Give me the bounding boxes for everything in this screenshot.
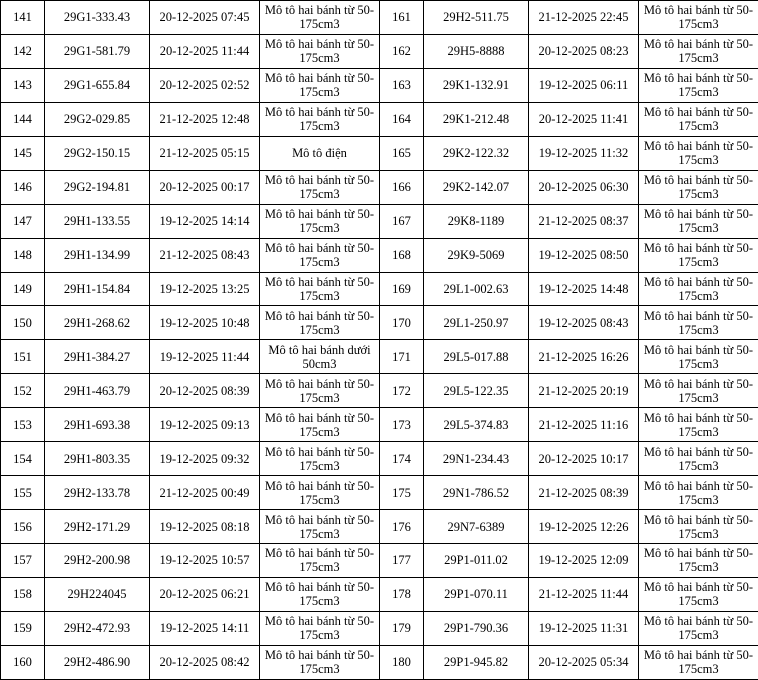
violation-datetime: 19-12-2025 09:32 <box>150 442 260 476</box>
violation-datetime: 19-12-2025 09:13 <box>150 408 260 442</box>
table-row <box>1 408 758 442</box>
plate-number: 29H1-133.55 <box>45 204 150 238</box>
row-index: 169 <box>380 272 424 306</box>
violation-datetime: 21-12-2025 22:45 <box>529 1 639 35</box>
violation-datetime: 19-12-2025 10:48 <box>150 306 260 340</box>
row-index: 171 <box>380 340 424 374</box>
plate-number: 29P1-070.11 <box>424 577 529 611</box>
vehicle-type: Mô tô hai bánh từ 50-175cm3 <box>260 577 380 611</box>
violation-datetime: 19-12-2025 10:57 <box>150 544 260 578</box>
violation-datetime: 21-12-2025 12:48 <box>150 102 260 136</box>
plate-number: 29L5-374.83 <box>424 408 529 442</box>
vehicle-type: Mô tô hai bánh từ 50-175cm3 <box>260 204 380 238</box>
row-index: 172 <box>380 374 424 408</box>
violation-datetime: 19-12-2025 06:11 <box>529 68 639 102</box>
violation-datetime: 20-12-2025 05:34 <box>529 645 639 679</box>
table-row <box>1 544 758 578</box>
table-row <box>1 340 758 374</box>
plate-number: 29P1-011.02 <box>424 544 529 578</box>
vehicle-type: Mô tô hai bánh từ 50-175cm3 <box>260 1 380 35</box>
violation-datetime: 20-12-2025 02:52 <box>150 68 260 102</box>
row-index: 166 <box>380 170 424 204</box>
vehicle-type: Mô tô hai bánh từ 50-175cm3 <box>639 1 758 35</box>
row-index: 151 <box>1 340 45 374</box>
vehicle-type: Mô tô hai bánh từ 50-175cm3 <box>639 577 758 611</box>
plate-number: 29L1-002.63 <box>424 272 529 306</box>
row-index: 177 <box>380 544 424 578</box>
row-index: 148 <box>1 238 45 272</box>
vehicle-type: Mô tô hai bánh từ 50-175cm3 <box>260 544 380 578</box>
table-row <box>1 577 758 611</box>
row-index: 167 <box>380 204 424 238</box>
plate-number: 29N1-786.52 <box>424 476 529 510</box>
row-index: 180 <box>380 645 424 679</box>
table-row <box>1 272 758 306</box>
plate-number: 29H2-486.90 <box>45 645 150 679</box>
violation-datetime: 21-12-2025 05:15 <box>150 136 260 170</box>
plate-number: 29H1-134.99 <box>45 238 150 272</box>
violation-datetime: 19-12-2025 11:44 <box>150 340 260 374</box>
vehicle-type: Mô tô điện <box>260 136 380 170</box>
vehicle-type: Mô tô hai bánh từ 50-175cm3 <box>639 68 758 102</box>
row-index: 159 <box>1 611 45 645</box>
violation-datetime: 20-12-2025 00:17 <box>150 170 260 204</box>
violation-datetime: 19-12-2025 12:26 <box>529 510 639 544</box>
vehicle-type: Mô tô hai bánh từ 50-175cm3 <box>639 408 758 442</box>
row-index: 164 <box>380 102 424 136</box>
table-row <box>1 170 758 204</box>
plate-number: 29H2-472.93 <box>45 611 150 645</box>
plate-number: 29H2-171.29 <box>45 510 150 544</box>
plate-number: 29H5-8888 <box>424 34 529 68</box>
vehicle-type: Mô tô hai bánh từ 50-175cm3 <box>260 476 380 510</box>
violation-datetime: 20-12-2025 07:45 <box>150 1 260 35</box>
vehicle-type: Mô tô hai bánh từ 50-175cm3 <box>260 611 380 645</box>
violation-datetime: 20-12-2025 06:30 <box>529 170 639 204</box>
table-row <box>1 238 758 272</box>
table-row <box>1 611 758 645</box>
row-index: 145 <box>1 136 45 170</box>
violation-datetime: 19-12-2025 08:43 <box>529 306 639 340</box>
violation-datetime: 21-12-2025 11:44 <box>529 577 639 611</box>
vehicle-type: Mô tô hai bánh từ 50-175cm3 <box>639 645 758 679</box>
vehicle-type: Mô tô hai bánh từ 50-175cm3 <box>639 238 758 272</box>
row-index: 146 <box>1 170 45 204</box>
violation-datetime: 21-12-2025 11:16 <box>529 408 639 442</box>
plate-number: 29H1-154.84 <box>45 272 150 306</box>
plate-number: 29H224045 <box>45 577 150 611</box>
row-index: 143 <box>1 68 45 102</box>
plate-number: 29G2-194.81 <box>45 170 150 204</box>
plate-number: 29G1-333.43 <box>45 1 150 35</box>
table-row <box>1 34 758 68</box>
plate-number: 29P1-945.82 <box>424 645 529 679</box>
plate-number: 29H1-268.62 <box>45 306 150 340</box>
vehicle-type: Mô tô hai bánh từ 50-175cm3 <box>639 476 758 510</box>
plate-number: 29H1-384.27 <box>45 340 150 374</box>
plate-number: 29P1-790.36 <box>424 611 529 645</box>
row-index: 176 <box>380 510 424 544</box>
plate-number: 29K9-5069 <box>424 238 529 272</box>
row-index: 154 <box>1 442 45 476</box>
vehicle-type: Mô tô hai bánh từ 50-175cm3 <box>260 510 380 544</box>
row-index: 144 <box>1 102 45 136</box>
table-row <box>1 68 758 102</box>
table-row <box>1 645 758 679</box>
table-row <box>1 306 758 340</box>
row-index: 161 <box>380 1 424 35</box>
row-index: 152 <box>1 374 45 408</box>
table-body <box>1 1 758 680</box>
plate-number: 29N7-6389 <box>424 510 529 544</box>
table-row <box>1 510 758 544</box>
row-index: 153 <box>1 408 45 442</box>
violation-datetime: 20-12-2025 06:21 <box>150 577 260 611</box>
violation-datetime: 19-12-2025 11:31 <box>529 611 639 645</box>
plate-number: 29H1-693.38 <box>45 408 150 442</box>
violation-datetime: 20-12-2025 08:39 <box>150 374 260 408</box>
violation-datetime: 21-12-2025 16:26 <box>529 340 639 374</box>
violation-datetime: 20-12-2025 08:23 <box>529 34 639 68</box>
vehicle-type: Mô tô hai bánh từ 50-175cm3 <box>639 340 758 374</box>
plate-number: 29N1-234.43 <box>424 442 529 476</box>
vehicle-type: Mô tô hai bánh dưới 50cm3 <box>260 340 380 374</box>
row-index: 142 <box>1 34 45 68</box>
vehicle-type: Mô tô hai bánh từ 50-175cm3 <box>639 544 758 578</box>
plate-number: 29G2-150.15 <box>45 136 150 170</box>
table-row <box>1 1 758 35</box>
vehicle-type: Mô tô hai bánh từ 50-175cm3 <box>260 68 380 102</box>
plate-number: 29L5-017.88 <box>424 340 529 374</box>
plate-number: 29H1-803.35 <box>45 442 150 476</box>
violation-datetime: 20-12-2025 11:44 <box>150 34 260 68</box>
row-index: 147 <box>1 204 45 238</box>
row-index: 158 <box>1 577 45 611</box>
vehicle-type: Mô tô hai bánh từ 50-175cm3 <box>260 374 380 408</box>
row-index: 178 <box>380 577 424 611</box>
plate-number: 29H2-133.78 <box>45 476 150 510</box>
vehicle-type: Mô tô hai bánh từ 50-175cm3 <box>260 170 380 204</box>
plate-number: 29H2-511.75 <box>424 1 529 35</box>
vehicle-type: Mô tô hai bánh từ 50-175cm3 <box>639 442 758 476</box>
violation-datetime: 19-12-2025 08:18 <box>150 510 260 544</box>
vehicle-type: Mô tô hai bánh từ 50-175cm3 <box>260 34 380 68</box>
vehicle-type: Mô tô hai bánh từ 50-175cm3 <box>260 238 380 272</box>
plate-number: 29L5-122.35 <box>424 374 529 408</box>
plate-number: 29K1-212.48 <box>424 102 529 136</box>
plate-number: 29K2-142.07 <box>424 170 529 204</box>
violation-datetime: 20-12-2025 08:42 <box>150 645 260 679</box>
violation-datetime: 21-12-2025 08:37 <box>529 204 639 238</box>
vehicle-type: Mô tô hai bánh từ 50-175cm3 <box>260 102 380 136</box>
plate-number: 29H1-463.79 <box>45 374 150 408</box>
vehicle-type: Mô tô hai bánh từ 50-175cm3 <box>639 611 758 645</box>
row-index: 157 <box>1 544 45 578</box>
vehicle-type: Mô tô hai bánh từ 50-175cm3 <box>260 442 380 476</box>
row-index: 149 <box>1 272 45 306</box>
table-row <box>1 102 758 136</box>
row-index: 170 <box>380 306 424 340</box>
violation-datetime: 19-12-2025 11:32 <box>529 136 639 170</box>
violation-datetime: 19-12-2025 14:48 <box>529 272 639 306</box>
row-index: 173 <box>380 408 424 442</box>
violation-datetime: 19-12-2025 13:25 <box>150 272 260 306</box>
row-index: 175 <box>380 476 424 510</box>
vehicle-type: Mô tô hai bánh từ 50-175cm3 <box>260 306 380 340</box>
vehicle-type: Mô tô hai bánh từ 50-175cm3 <box>639 306 758 340</box>
violation-datetime: 20-12-2025 11:41 <box>529 102 639 136</box>
violation-datetime: 19-12-2025 08:50 <box>529 238 639 272</box>
violation-datetime: 19-12-2025 14:14 <box>150 204 260 238</box>
plate-number: 29K2-122.32 <box>424 136 529 170</box>
row-index: 179 <box>380 611 424 645</box>
row-index: 141 <box>1 1 45 35</box>
vehicle-type: Mô tô hai bánh từ 50-175cm3 <box>639 102 758 136</box>
table-row <box>1 136 758 170</box>
table-row <box>1 204 758 238</box>
vehicle-type: Mô tô hai bánh từ 50-175cm3 <box>260 645 380 679</box>
row-index: 155 <box>1 476 45 510</box>
table-row <box>1 442 758 476</box>
plate-number: 29G2-029.85 <box>45 102 150 136</box>
violation-datetime: 21-12-2025 20:19 <box>529 374 639 408</box>
vehicle-type: Mô tô hai bánh từ 50-175cm3 <box>260 272 380 306</box>
plate-number: 29G1-581.79 <box>45 34 150 68</box>
violation-datetime: 20-12-2025 10:17 <box>529 442 639 476</box>
plate-number: 29K8-1189 <box>424 204 529 238</box>
row-index: 160 <box>1 645 45 679</box>
row-index: 165 <box>380 136 424 170</box>
violation-datetime: 19-12-2025 12:09 <box>529 544 639 578</box>
plate-number: 29G1-655.84 <box>45 68 150 102</box>
vehicle-type: Mô tô hai bánh từ 50-175cm3 <box>639 204 758 238</box>
plate-number: 29L1-250.97 <box>424 306 529 340</box>
vehicle-type: Mô tô hai bánh từ 50-175cm3 <box>639 510 758 544</box>
vehicle-type: Mô tô hai bánh từ 50-175cm3 <box>639 136 758 170</box>
table-row <box>1 374 758 408</box>
table-row <box>1 476 758 510</box>
violation-datetime: 21-12-2025 00:49 <box>150 476 260 510</box>
vehicle-type: Mô tô hai bánh từ 50-175cm3 <box>639 34 758 68</box>
row-index: 162 <box>380 34 424 68</box>
vehicle-type: Mô tô hai bánh từ 50-175cm3 <box>639 170 758 204</box>
violation-datetime: 19-12-2025 14:11 <box>150 611 260 645</box>
violation-datetime: 21-12-2025 08:39 <box>529 476 639 510</box>
vehicle-type: Mô tô hai bánh từ 50-175cm3 <box>260 408 380 442</box>
row-index: 163 <box>380 68 424 102</box>
row-index: 150 <box>1 306 45 340</box>
row-index: 168 <box>380 238 424 272</box>
plate-number: 29K1-132.91 <box>424 68 529 102</box>
row-index: 174 <box>380 442 424 476</box>
violation-datetime: 21-12-2025 08:43 <box>150 238 260 272</box>
plate-number: 29H2-200.98 <box>45 544 150 578</box>
row-index: 156 <box>1 510 45 544</box>
vehicle-type: Mô tô hai bánh từ 50-175cm3 <box>639 374 758 408</box>
vehicle-type: Mô tô hai bánh từ 50-175cm3 <box>639 272 758 306</box>
